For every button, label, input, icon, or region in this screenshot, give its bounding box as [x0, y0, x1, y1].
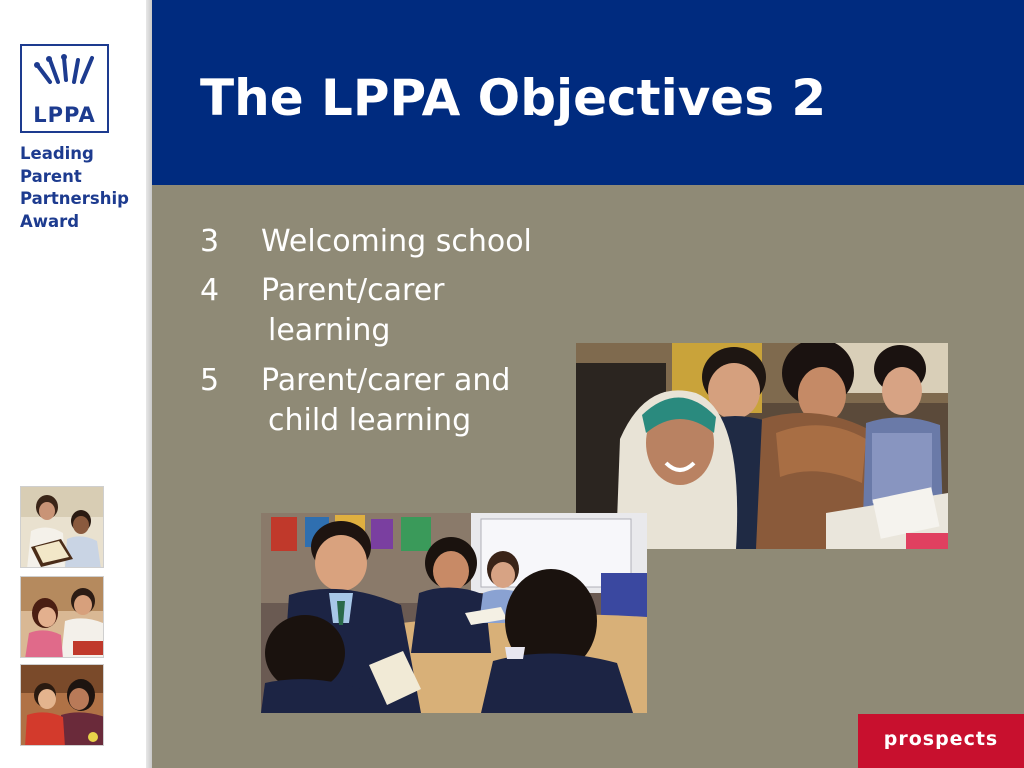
objective-text-continued: learning — [268, 313, 391, 348]
prospects-logo — [858, 714, 1024, 768]
tagline-line: Partnership — [20, 189, 129, 208]
thumbnail-photo-mother-baby — [20, 664, 104, 746]
brand-name: prospects — [883, 728, 999, 750]
objective-text: Parent/carer — [261, 273, 445, 308]
objective-text: Parent/carer and — [261, 363, 511, 398]
objective-text: Welcoming school — [261, 224, 532, 259]
objective-number: 3 — [200, 224, 220, 259]
tagline-line: Leading — [20, 144, 94, 163]
sidebar — [0, 0, 150, 768]
logo-rays-icon — [28, 52, 104, 102]
logo-abbrev: LPPA — [33, 103, 96, 127]
objective-number: 4 — [200, 273, 220, 308]
logo-tagline — [20, 143, 148, 233]
tagline-line: Award — [20, 211, 80, 231]
lppa-logo — [20, 44, 109, 133]
thumbnail-photo-reading — [20, 486, 104, 568]
thumbnail-photo-family — [20, 576, 104, 658]
slide-title: The LPPA Objectives 2 — [200, 69, 827, 127]
objective-number: 5 — [200, 363, 220, 398]
objective-text-continued: child learning — [268, 403, 472, 438]
photo-classroom-children — [261, 513, 647, 713]
tagline-line: Parent — [20, 166, 82, 186]
